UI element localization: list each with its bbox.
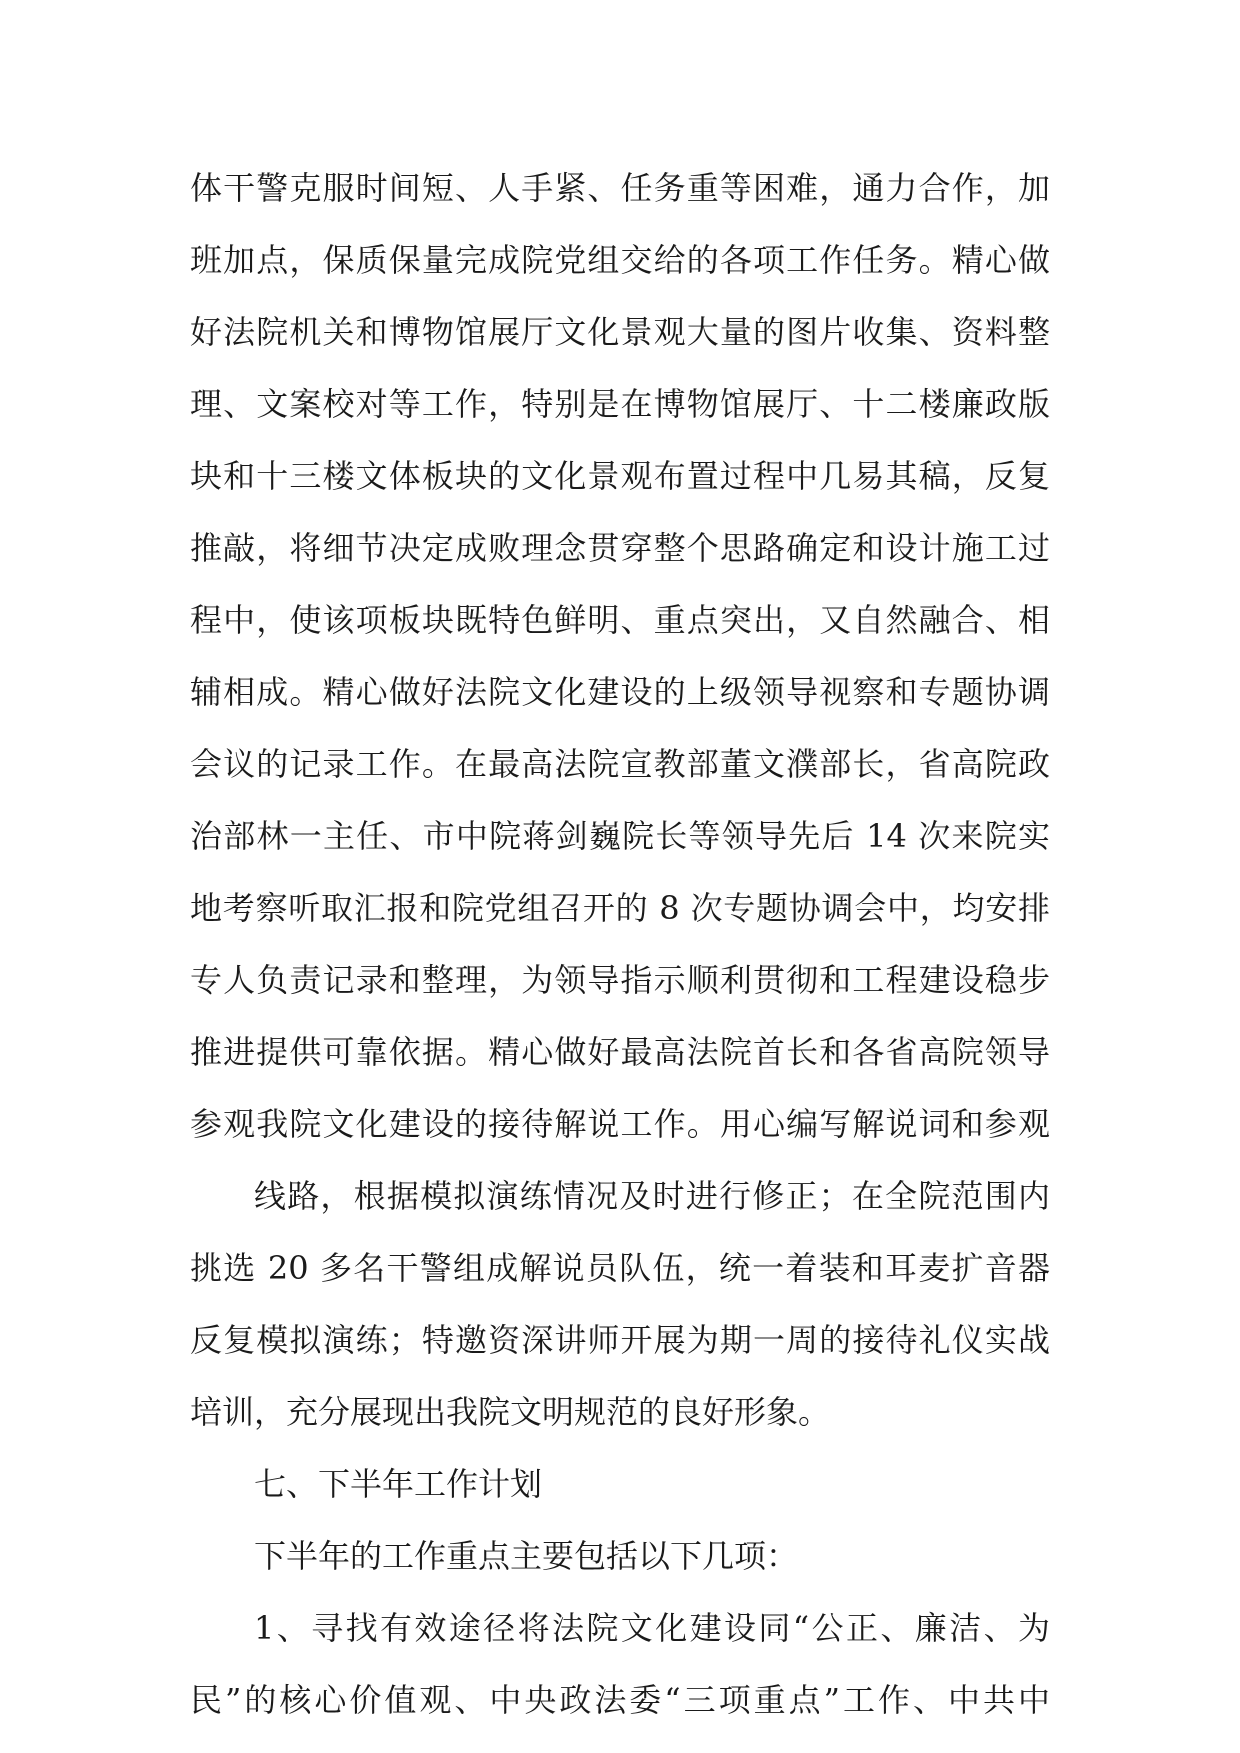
text-line: 1、寻找有效途径将法院文化建设同“公正、廉洁、为 xyxy=(254,1609,1050,1647)
text-line: 推进提供可靠依据。精心做好最高法院首长和各省高院领导 xyxy=(190,1033,1050,1071)
text-line: 民”的核心价值观、中央政法委“三项重点”工作、中共中 xyxy=(190,1681,1050,1719)
paragraph xyxy=(190,1520,1050,1592)
text-line: 参观我院文化建设的接待解说工作。用心编写解说词和参观 xyxy=(190,1105,1050,1143)
text-line: 培训，充分展现出我院文明规范的良好形象。 xyxy=(190,1393,831,1431)
paragraph xyxy=(190,1592,1050,1736)
text-line: 线路，根据模拟演练情况及时进行修正；在全院范围内 xyxy=(254,1177,1050,1215)
text-line: 推敲，将细节决定成败理念贯穿整个思路确定和设计施工过 xyxy=(190,529,1050,567)
text-line: 反复模拟演练；特邀资深讲师开展为期一周的接待礼仪实战 xyxy=(190,1321,1050,1359)
text-line: 理、文案校对等工作，特别是在博物馆展厅、十二楼廉政版 xyxy=(190,385,1050,423)
heading-text: 七、下半年工作计划 xyxy=(254,1465,543,1503)
section-heading xyxy=(190,1448,1050,1520)
document-body xyxy=(190,152,1050,1736)
text-line: 辅相成。精心做好法院文化建设的上级领导视察和专题协调 xyxy=(190,673,1050,711)
text-line: 程中，使该项板块既特色鲜明、重点突出，又自然融合、相 xyxy=(190,601,1050,639)
text-line: 下半年的工作重点主要包括以下几项： xyxy=(254,1537,799,1575)
text-line: 专人负责记录和整理，为领导指示顺利贯彻和工程建设稳步 xyxy=(190,961,1050,999)
text-line: 块和十三楼文体板块的文化景观布置过程中几易其稿，反复 xyxy=(190,457,1050,495)
text-line: 会议的记录工作。在最高法院宣教部董文濮部长，省高院政 xyxy=(190,745,1050,783)
text-line: 治部林一主任、市中院蒋剑巍院长等领导先后 14 次来院实 xyxy=(190,817,1050,855)
text-line: 好法院机关和博物馆展厅文化景观大量的图片收集、资料整 xyxy=(190,313,1050,351)
paragraph xyxy=(190,152,1050,1160)
text-line: 地考察听取汇报和院党组召开的 8 次专题协调会中，均安排 xyxy=(190,889,1050,927)
text-line: 班加点，保质保量完成院党组交给的各项工作任务。精心做 xyxy=(190,241,1050,279)
text-line: 体干警克服时间短、人手紧、任务重等困难，通力合作，加 xyxy=(190,169,1050,207)
paragraph xyxy=(190,1160,1050,1448)
text-line: 挑选 20 多名干警组成解说员队伍，统一着装和耳麦扩音器 xyxy=(190,1249,1050,1287)
